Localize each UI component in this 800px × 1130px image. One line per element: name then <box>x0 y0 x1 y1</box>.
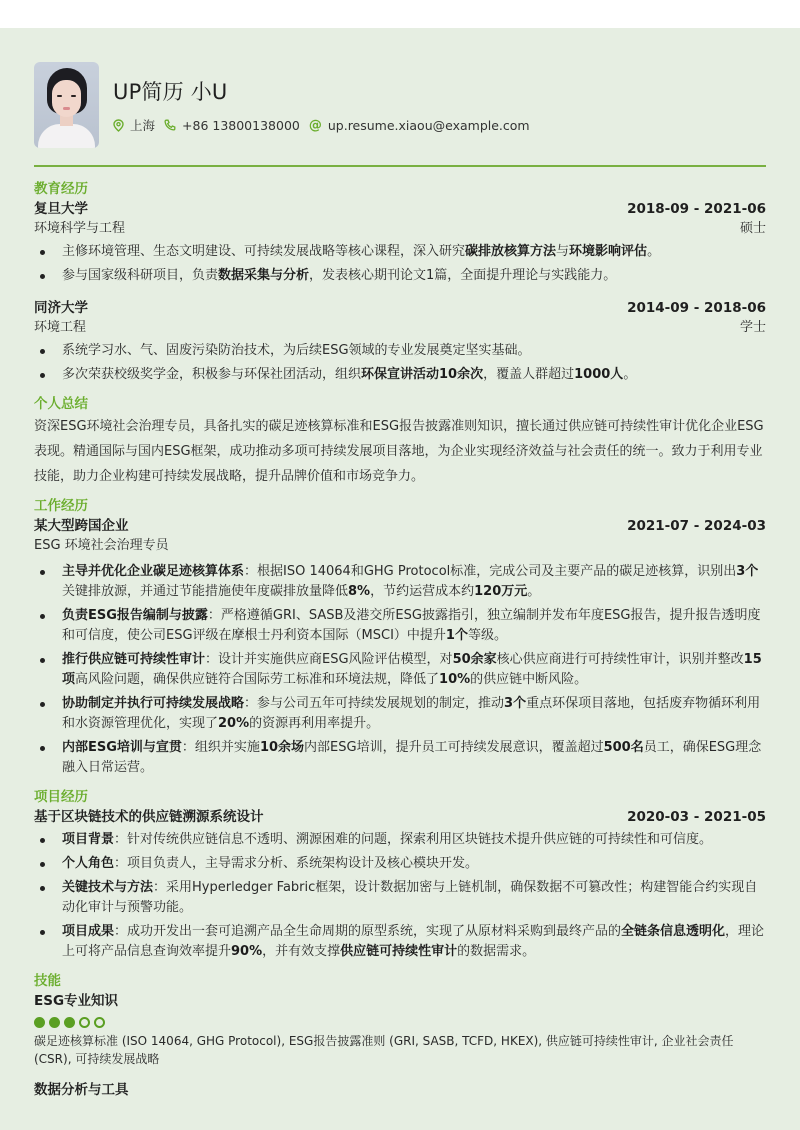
list-item: 主导并优化企业碳足迹核算体系：根据ISO 14064和GHG Protocol标准，完成公司及主要产品的碳足迹核算，识别出3个关键排放源，并通过节能措施使年度碳排放量降低8%，节约运营成本约120万元。 <box>34 562 766 602</box>
header-info <box>113 62 539 134</box>
rating-dot-filled <box>34 1017 45 1028</box>
avatar-eye <box>57 95 62 97</box>
rating-dot-filled <box>64 1017 75 1028</box>
resume-content <box>34 180 766 1100</box>
education-entry <box>34 298 766 385</box>
skill-name: ESG专业知识 <box>34 993 119 1009</box>
contact-location <box>113 116 155 134</box>
rating-dot-empty <box>94 1017 105 1028</box>
section-title: 工作经历 <box>34 498 88 514</box>
email-link[interactable]: up.resume.xiaou@example.com <box>327 117 530 133</box>
list-item: 关键技术与方法：采用Hyperledger Fabric框架，设计数据加密与上链机制，确保数据不可篡改性；构建智能合约实现自动化审计与预警功能。 <box>34 878 766 918</box>
avatar-face <box>52 80 81 117</box>
avatar <box>34 62 99 148</box>
bullet-list <box>34 830 766 962</box>
candidate-name: UP简历 小U <box>113 80 228 104</box>
rating-dot-empty <box>79 1017 90 1028</box>
company-name: 某大型跨国企业 <box>34 518 129 534</box>
skill-level-rating <box>34 1017 766 1028</box>
date-range: 2018-09 - 2021-06 <box>627 201 766 217</box>
map-pin-icon <box>113 119 124 132</box>
section-work <box>34 497 766 778</box>
section-title: 个人总结 <box>34 396 88 412</box>
bullet-list <box>34 562 766 778</box>
location-text: 上海 <box>130 118 156 133</box>
degree: 硕士 <box>739 221 766 236</box>
school-name: 复旦大学 <box>34 201 88 217</box>
resume-page <box>0 28 800 1130</box>
avatar-eye <box>71 95 76 97</box>
list-item: 协助制定并执行可持续发展战略：参与公司五年可持续发展规划的制定，推动3个重点环保项目落地，包括废弃物循环利用和水资源管理优化，实现了20%的资源再利用率提升。 <box>34 694 766 734</box>
section-project <box>34 788 766 962</box>
date-range: 2020-03 - 2021-05 <box>627 809 766 825</box>
date-range: 2021-07 - 2024-03 <box>627 518 766 534</box>
section-title: 技能 <box>34 973 61 989</box>
list-item: 项目成果：成功开发出一套可追溯产品全生命周期的原型系统，实现了从原材料采购到最终产品的全链条信息透明化，理论上可将产品信息查询效率提升90%，并有效支撑供应链可持续性审计的数据需求。 <box>34 922 766 962</box>
project-name: 基于区块链技术的供应链溯源系统设计 <box>34 809 264 825</box>
bullet-list <box>34 341 766 385</box>
top-blank-bar <box>0 0 800 28</box>
rating-dot-filled <box>49 1017 60 1028</box>
list-item: 主修环境管理、生态文明建设、可持续发展战略等核心课程，深入研究碳排放核算方法与环境影响评估。 <box>34 242 766 262</box>
list-item: 内部ESG培训与宣贯：组织并实施10余场内部ESG培训，提升员工可持续发展意识，覆盖超过500名员工，确保ESG理念融入日常运营。 <box>34 738 766 778</box>
section-summary <box>34 395 766 489</box>
contact-phone <box>164 118 300 133</box>
contact-row <box>113 116 539 134</box>
header-divider <box>34 165 766 167</box>
phone-icon <box>164 119 176 131</box>
major: 环境科学与工程 <box>34 221 126 236</box>
avatar-body <box>38 124 95 148</box>
section-education <box>34 180 766 385</box>
at-icon: @ <box>308 117 322 133</box>
avatar-lip <box>63 107 70 110</box>
date-range: 2014-09 - 2018-06 <box>627 300 766 316</box>
education-entry <box>34 199 766 286</box>
major: 环境工程 <box>34 320 87 335</box>
list-item: 项目背景：针对传统供应链信息不透明、溯源困难的问题，探索利用区块链技术提升供应链的可持续性和可信度。 <box>34 830 766 850</box>
resume-header <box>34 62 539 148</box>
summary-text: 资深ESG环境社会治理专员，具备扎实的碳足迹核算标准和ESG报告披露准则知识，擅长通过供应链可持续性审计优化企业ESG表现。精通国际与国内ESG框架，成功推动多项可持续发展项目落地，为企业实现经济效益与社会责任的统一。致力于利用专业技能，助力企业构建可持续发展战略，提升品牌价值和市场竞争力。 <box>34 419 764 484</box>
skill-description: 碳足迹核算标准 (ISO 14064, GHG Protocol), ESG报告披露准则 (GRI, SASB, TCFD, HKEX), 供应链可持续性审计, 企业社会责任 (CSR), 可持续发展战略 <box>34 1034 734 1066</box>
section-title: 教育经历 <box>34 181 88 197</box>
list-item: 参与国家级科研项目，负责数据采集与分析，发表核心期刊论文1篇，全面提升理论与实践能力。 <box>34 266 766 286</box>
list-item: 个人角色：项目负责人，主导需求分析、系统架构设计及核心模块开发。 <box>34 854 766 874</box>
school-name: 同济大学 <box>34 300 88 316</box>
job-title: ESG 环境社会治理专员 <box>34 538 169 553</box>
list-item: 系统学习水、气、固废污染防治技术，为后续ESG领域的专业发展奠定坚实基础。 <box>34 341 766 361</box>
list-item: 多次荣获校级奖学金，积极参与环保社团活动，组织环保宣讲活动10余次，覆盖人群超过1000人。 <box>34 365 766 385</box>
list-item: 推行供应链可持续性审计：设计并实施供应商ESG风险评估模型，对50余家核心供应商进行可持续性审计，识别并整改15项高风险问题，确保供应链符合国际劳工标准和环境法规，降低了10%的供应链中断风险。 <box>34 650 766 690</box>
contact-email <box>309 118 530 133</box>
section-title: 项目经历 <box>34 789 88 805</box>
skill-name: 数据分析与工具 <box>34 1082 129 1098</box>
degree: 学士 <box>739 320 766 335</box>
list-item: 负责ESG报告编制与披露：严格遵循GRI、SASB及港交所ESG披露指引，独立编制并发布年度ESG报告，提升报告透明度和可信度，使公司ESG评级在摩根士丹利资本国际（MSCI）中提升1个等级。 <box>34 606 766 646</box>
section-skills <box>34 972 766 1100</box>
bullet-list <box>34 242 766 286</box>
phone-text[interactable]: +86 13800138000 <box>182 117 300 133</box>
